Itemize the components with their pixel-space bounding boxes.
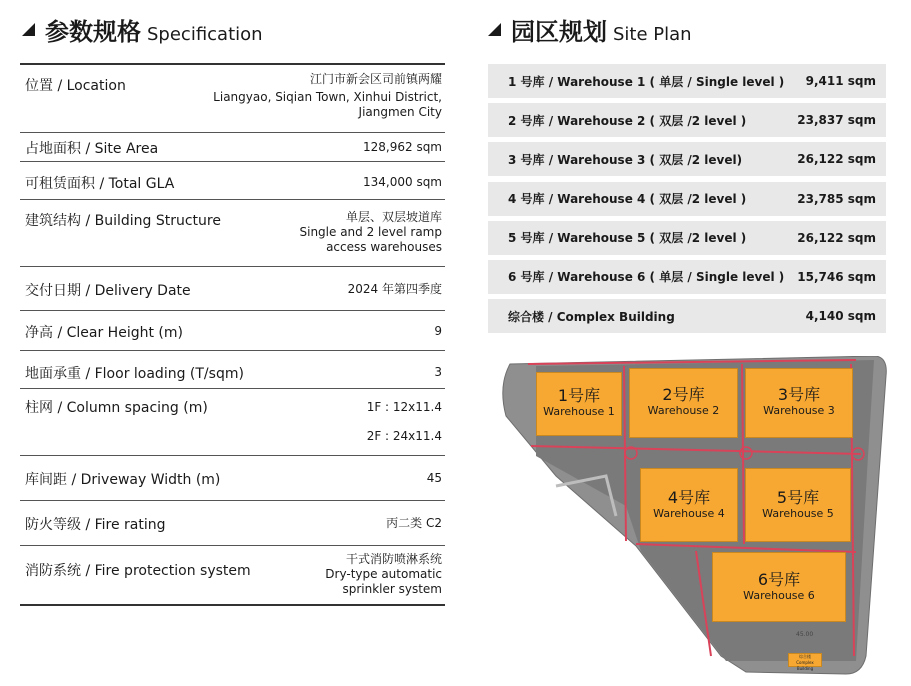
spec-row-fire-protection [20,546,445,606]
map-warehouse-4 [640,468,738,542]
plan-title-en: Site Plan [613,24,692,45]
plan-item-value: 15,746 sqm [797,269,876,284]
spec-row-floor-loading [20,351,445,389]
plan-item-label: 5 号库 / Warehouse 5 ( 双层 /2 level ) [508,231,747,246]
plan-item-complex-building [488,299,886,333]
spec-value: 45 [426,471,442,485]
spec-label: 净高 / Clear Height (m) [25,325,183,341]
spec-row-location [20,65,445,133]
corner-marker-icon [22,23,35,36]
map-warehouse-5 [745,468,851,542]
map-warehouse-en: Warehouse 3 [763,404,835,417]
map-driveway-label: 45.00 [796,631,814,638]
spec-label: 地面承重 / Floor loading (T/sqm) [25,366,244,382]
spec-value: 9 [434,324,442,338]
spec-row-site-area [20,133,445,162]
spec-row-gla [20,162,445,200]
plan-title-cn: 园区规划 [511,18,607,46]
spec-row-driveway [20,456,445,501]
plan-item-warehouse-3 [488,142,886,176]
plan-item-value: 23,837 sqm [797,113,876,128]
spec-row-fire-rating [20,501,445,546]
spec-table [20,63,445,606]
plan-item-label: 4 号库 / Warehouse 4 ( 双层 /2 level ) [508,192,747,207]
map-complex-building [788,653,822,671]
spec-value: 134,000 sqm [363,175,442,189]
spec-title-en: Specification [147,24,263,45]
map-warehouse-1 [536,372,622,436]
map-warehouse-en: Warehouse 2 [647,404,720,417]
spec-row-clear-height [20,311,445,351]
map-warehouse-cn: 2号库 [662,385,705,404]
corner-marker-icon [488,23,501,36]
spec-value: 128,962 sqm [363,140,442,154]
map-complex-cn: 综合楼 [799,654,811,659]
spec-value: 2024 年第四季度 [347,282,442,296]
plan-item-value: 4,140 sqm [805,309,876,324]
plan-item-label: 6 号库 / Warehouse 6 ( 单层 / Single level ) [508,270,785,285]
plan-item-warehouse-6 [488,260,886,294]
plan-item-label: 综合楼 / Complex Building [508,309,675,324]
site-plan-map [496,356,888,676]
plan-item-value: 23,785 sqm [797,191,876,206]
spec-label: 可租赁面积 / Total GLA [25,176,175,192]
map-warehouse-cn: 4号库 [667,488,711,507]
plan-item-label: 2 号库 / Warehouse 2 ( 双层 /2 level ) [508,113,747,128]
map-warehouse-cn: 6号库 [757,570,801,589]
plan-item-label: 3 号库 / Warehouse 3 ( 双层 /2 level) [508,152,743,167]
spec-label: 消防系统 / Fire protection system [25,563,251,579]
spec-label: 占地面积 / Site Area [25,141,159,157]
spec-value: 单层、双层坡道库 Single and 2 level ramp access warehouses [299,210,442,254]
spec-value: 江门市新会区司前镇两耀 Liangyao, Siqian Town, Xinhui District, Jiangmen City [213,72,442,119]
plan-item-warehouse-1 [488,64,886,98]
map-warehouse-cn: 1号库 [557,386,601,405]
plan-item-value: 26,122 sqm [797,230,876,245]
spec-value: 丙二类 C2 [386,516,442,530]
spec-value: 干式消防喷淋系统 Dry-type automatic sprinkler system [325,552,442,596]
map-warehouse-cn: 3号库 [777,385,821,404]
map-warehouse-cn: 5号库 [776,488,820,507]
map-warehouse-6 [712,552,846,622]
site-plan-list [488,64,886,338]
plan-item-warehouse-4 [488,182,886,216]
spec-label: 建筑结构 / Building Structure [25,213,221,229]
spec-row-column-spacing [20,389,445,456]
plan-item-warehouse-5 [488,221,886,255]
spec-title-cn: 参数规格 [45,18,141,46]
spec-label: 位置 / Location [25,78,126,94]
map-warehouse-3 [745,368,853,438]
plan-item-label: 1 号库 / Warehouse 1 ( 单层 / Single level ) [508,74,785,89]
spec-row-delivery [20,267,445,311]
plan-section-title [488,12,692,47]
plan-item-warehouse-2 [488,103,886,137]
spec-label: 交付日期 / Delivery Date [25,283,191,299]
spec-value: 1F : 12x11.4 2F : 24x11.4 [366,400,442,443]
spec-label: 防火等级 / Fire rating [25,517,166,533]
map-warehouse-en: Warehouse 1 [543,405,615,418]
plan-item-value: 9,411 sqm [805,74,876,88]
map-warehouse-2 [629,368,738,438]
spec-value: 3 [434,365,442,379]
map-complex-en: Complex Building [796,660,814,671]
spec-label: 库间距 / Driveway Width (m) [25,472,221,488]
map-warehouse-en: Warehouse 5 [762,507,834,520]
map-warehouse-en: Warehouse 4 [653,507,725,520]
spec-row-structure [20,200,445,267]
map-warehouse-en: Warehouse 6 [743,589,815,602]
spec-label: 柱网 / Column spacing (m) [25,400,208,416]
plan-item-value: 26,122 sqm [797,152,876,167]
spec-section-title [22,12,263,47]
